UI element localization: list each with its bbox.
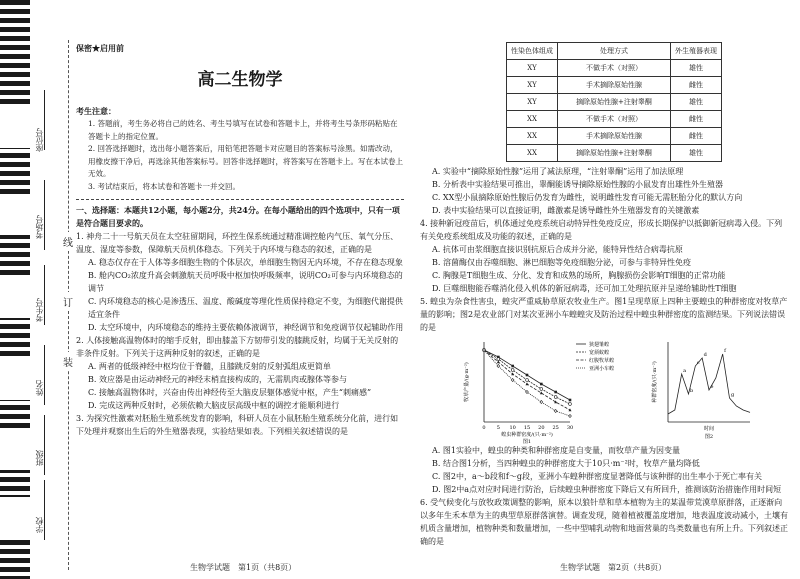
data-point: [526, 374, 529, 377]
fill-line: [44, 180, 45, 250]
question-1: 1. 神舟二十一号航天员在太空驻留期间，环控生保系统通过精准调控舱内气压、氧气分压、温度、湿度等参数，保障航天员机体稳态。下列关于内环境与稳态的叙述，正确的是: [76, 232, 399, 254]
data-point: [511, 365, 514, 368]
figures: [420, 334, 788, 444]
table-cell: 雌性: [671, 128, 722, 145]
table-row: [507, 77, 722, 94]
footer-left: 生物学试题 第1页（共8页）: [190, 563, 297, 572]
room-label: 考场号: [35, 215, 44, 239]
stripe-gap: [0, 497, 30, 537]
stripe-gap: [0, 430, 30, 470]
q4-option-a: A. 抗体可由浆细胞直接识别抗原后合成并分泌，能特异性结合病毒抗原: [432, 245, 683, 254]
q1-option-b: B. 舱内CO₂浓度升高会刺激航天员呼吸中枢加快呼吸频率，说明CO₂可参与内环境稳态的调节: [88, 271, 403, 293]
fill-line: [44, 415, 45, 475]
data-point: [569, 403, 572, 406]
legend-label: 宽须蚁蝗: [589, 350, 610, 356]
table-cell: 不做手术（对照）: [558, 111, 671, 128]
figure-1-chart: [460, 334, 640, 444]
point-label: c: [696, 360, 700, 366]
table-header: 外生殖器表现: [671, 43, 722, 60]
point-label: e: [710, 384, 714, 390]
seal-char: 订: [63, 292, 73, 311]
q4-option-c: C. 胸腺是T细胞生成、分化、发育和成熟的场所，胸腺损伤会影响T细胞的正常功能: [432, 271, 726, 280]
data-point: [540, 383, 543, 386]
fill-line: [44, 480, 45, 540]
x-tick-label: 15: [523, 425, 531, 431]
q5-option-a: A. 图1实验中，蝗虫的种类和种群密度是自变量，而牧草产量为因变量: [432, 446, 680, 455]
table-cell: XY: [507, 60, 558, 77]
section-heading: 一、选择题：本题共12小题，每小题2分，共24分。在每小题给出的四个选项中，只有一项是符合题目要求的。: [76, 205, 400, 228]
point-label: f: [724, 348, 727, 354]
point-label: d: [703, 352, 707, 358]
q1-option-c: C. 内环境稳态的核心是渗透压、温度、酸碱度等理化性质保持稳定不变，为细胞代谢提供适宜条件: [88, 297, 403, 319]
x-tick-label: 5: [496, 425, 500, 431]
data-point: [554, 409, 557, 412]
x-tick-label: 30: [566, 425, 574, 431]
table-cell: XX: [507, 145, 558, 162]
table-cell: XX: [507, 128, 558, 145]
question-3: 3. 为探究性激素对胚胎生殖系统发育的影响，科研人员在小鼠胚胎生殖系统分化前，进行如下处理并观察出生后的外生殖器表现，实验结果如表。下列相关叙述错误的是: [76, 414, 399, 436]
fill-line: [44, 265, 45, 325]
table-cell: XY: [507, 77, 558, 94]
figure-caption: 图1: [522, 439, 532, 444]
x-axis-label: 蝗虫种群密度/(只·m⁻²): [501, 432, 553, 438]
seal-char: 线: [63, 232, 73, 251]
data-point: [554, 391, 557, 394]
table-cell: 雌性: [671, 77, 722, 94]
table-cell: 雌性: [671, 111, 722, 128]
point-label: b: [690, 388, 694, 394]
stripe-gap: [0, 108, 30, 148]
class-label: 班级: [35, 450, 44, 466]
seat-label: 座位号: [35, 128, 44, 152]
table-row: [507, 60, 722, 77]
x-tick-label: 25: [552, 425, 559, 431]
table-cell: 摘除原始性腺+注射睾酮: [558, 94, 671, 111]
data-point: [569, 399, 572, 402]
seal-char: 装: [63, 352, 73, 371]
fill-line: [44, 345, 45, 405]
q5-option-b: B. 结合图1分析，当四种蝗虫的种群密度大于10只·m⁻²时，牧草产量均降低: [432, 459, 700, 468]
q5-option-d: D. 图2中a点对应时间进行防治，后续蝗虫种群密度下降后又有所回升，推测该防治措施作用时间短: [432, 485, 782, 494]
data-point: [511, 372, 514, 375]
notice-item: 1. 答题前，考生务必将自己的姓名、考生号填写在试卷和答题卡上，并将考生号条形码粘贴在答题卡上的指定位置。: [88, 119, 398, 141]
data-point: [540, 391, 543, 394]
footer-right: 生物学试题 第2页（共8页）: [560, 563, 667, 572]
q3-option-c: C. XX型小鼠摘除原始性腺后仍发育为雌性，说明雌性发育可能无需胚胎分化的默认方向: [432, 193, 743, 202]
q3-option-d: D. 表中实验结果可以直接证明，雌激素是诱导雌性外生殖器发育的关键激素: [432, 206, 700, 215]
point-label: a: [683, 368, 687, 374]
divider: [76, 199, 404, 200]
q3-table: [506, 42, 722, 162]
table-row: [507, 128, 722, 145]
question-4: 4. 接种新冠疫苗后，机体通过免疫系统启动特异性免疫反应，形成长期保护以抵御新冠病毒入侵。下列有关免疫系统组成及功能的叙述，正确的是: [420, 219, 783, 241]
q2-option-a: A. 两者的低级神经中枢均位于脊髓，且膝跳反射的反射弧组成更简单: [88, 362, 331, 371]
q4-option-d: D. 巨噬细胞能吞噬消化侵入机体的新冠病毒，还可加工处理抗原并呈递给辅助性T细胞: [432, 284, 737, 293]
table-cell: 不做手术（对照）: [558, 60, 671, 77]
fill-line: [44, 90, 45, 150]
q5-option-c: C. 图2中，a～b段和f～g段，亚洲小车蝗种群密度显著降低与该种群的出生率小于死亡率有关: [432, 472, 762, 481]
id-label: 考生号: [35, 298, 44, 322]
x-tick-label: 20: [538, 425, 545, 431]
notice-title: 考生注意：: [76, 106, 116, 116]
table-header: 性染色体组成: [507, 43, 558, 60]
table-header: 处理方式: [558, 43, 671, 60]
figure-2-chart: [650, 334, 760, 444]
stripe-gap: [0, 360, 30, 400]
series-line: [668, 354, 750, 414]
data-point: [569, 414, 572, 417]
secret-label: 保密★启用前: [76, 43, 124, 53]
notice-item: 3. 考试结束后，将本试卷和答题卡一并交回。: [88, 181, 241, 191]
q2-option-c: C. 接触高温物体时，兴奋由传出神经传至大脑皮层躯体感觉中枢，产生“刺痛感”: [88, 388, 372, 397]
table-cell: 雄性: [671, 145, 722, 162]
left-column: [76, 42, 404, 438]
table-cell: 手术摘除原始性腺: [558, 77, 671, 94]
stripe-gap: [0, 195, 30, 235]
page-title: 高二生物学: [197, 70, 283, 90]
table-cell: 摘除原始性腺+注射睾酮: [558, 145, 671, 162]
question-6: 6. 受气候变化与放牧政策调整的影响，原本以狼针草和草本植物为主的某温带荒漠草原群落，正逐渐向以多年生禾本草为主的典型草原群落演替。调查发现，随着植被覆盖度增加，地表温度波动减小，土壤有机质含量增加，植物种类和数量增加，一些中型哺乳动物和地面营巢的鸟类数量也有所上升。下列叙述正确的是: [420, 498, 788, 546]
table-cell: 手术摘除原始性腺: [558, 128, 671, 145]
table-cell: XY: [507, 94, 558, 111]
stripe-gap: [0, 278, 30, 318]
table-row: [507, 94, 722, 111]
data-point: [554, 396, 557, 399]
q2-option-b: B. 效应器是由运动神经元的神经末梢直接构成的，无需肌肉或腺体等参与: [88, 375, 347, 384]
data-point: [497, 360, 500, 363]
data-point: [540, 388, 543, 391]
table-row: [507, 145, 722, 162]
right-column: [420, 42, 788, 548]
table-row: [507, 111, 722, 128]
question-5: 5. 蝗虫为杂食性害虫，蝗灾严重威胁草原农牧业生产。图1呈现草原上四种主要蝗虫的种群密度对牧草产量的影响；图2是农业部门对某次亚洲小车蝗蝗灾及防治过程中蝗虫种群密度的监测结果。下列说法错误的是: [420, 297, 788, 332]
x-axis-label: 时间: [703, 426, 715, 432]
q1-option-a: A. 稳态仅存在于人体等多细胞生物的个体层次，单细胞生物因无内环境，不存在稳态现象: [88, 258, 403, 267]
x-tick-label: 10: [509, 425, 516, 431]
table-cell: XX: [507, 111, 558, 128]
legend-label: 亚洲小车蝗: [589, 366, 615, 372]
data-point: [526, 382, 529, 385]
table-cell: 雄性: [671, 94, 722, 111]
table-header-row: [507, 43, 722, 60]
x-tick-label: 0: [482, 425, 486, 431]
legend-label: 狭翅雏蝗: [589, 342, 610, 348]
q1-option-d: D. 太空环境中，内环境稳态的维持主要依赖体液调节，神经调节和免疫调节仅起辅助作用: [88, 323, 404, 332]
figure-caption: 图2: [704, 434, 714, 440]
legend-label: 红腹牧草蝗: [589, 358, 615, 364]
data-point: [511, 369, 514, 372]
name-label: 姓名: [35, 380, 44, 396]
data-point: [526, 379, 529, 382]
q3-option-a: A. 实验中“摘除原始性腺”运用了减法原理，“注射睾酮”运用了加法原理: [432, 167, 684, 176]
q2-option-d: D. 完成这两种反射时，必须依赖大脑皮层高级中枢的调控才能顺利进行: [88, 401, 340, 410]
question-2: 2. 人体接触高温物体时的缩手反射，即由膝盖下方韧带引发的膝跳反射，均属于无关反射的非条件反射。下列关于这两种反射的叙述，正确的是: [76, 336, 399, 358]
notice-item: 2. 回答选择题时，选出每小题答案后，用铅笔把答题卡对应题目的答案标号涂黑。如需改动，用橡皮擦干净后，再选涂其他答案标号。回答非选择题时，将答案写在答题卡上。写在本试卷上无效。: [88, 144, 403, 178]
point-label: g: [731, 392, 735, 398]
q3-option-b: B. 分析表中实验结果可推出，睾酮能诱导摘除原始性腺的小鼠发育出雄性外生殖器: [432, 180, 723, 189]
school-label: 学校: [35, 517, 44, 533]
y-axis-label: 牧草产量/(g·m⁻²): [464, 362, 470, 402]
data-point: [497, 358, 500, 361]
q4-option-b: B. 溶菌酶仅由吞噬细胞、淋巴细胞等免疫细胞分泌，可参与非特异性免疫: [432, 258, 691, 267]
y-axis-label: 种群密度/(只·m⁻²): [652, 361, 658, 403]
table-cell: 雄性: [671, 60, 722, 77]
